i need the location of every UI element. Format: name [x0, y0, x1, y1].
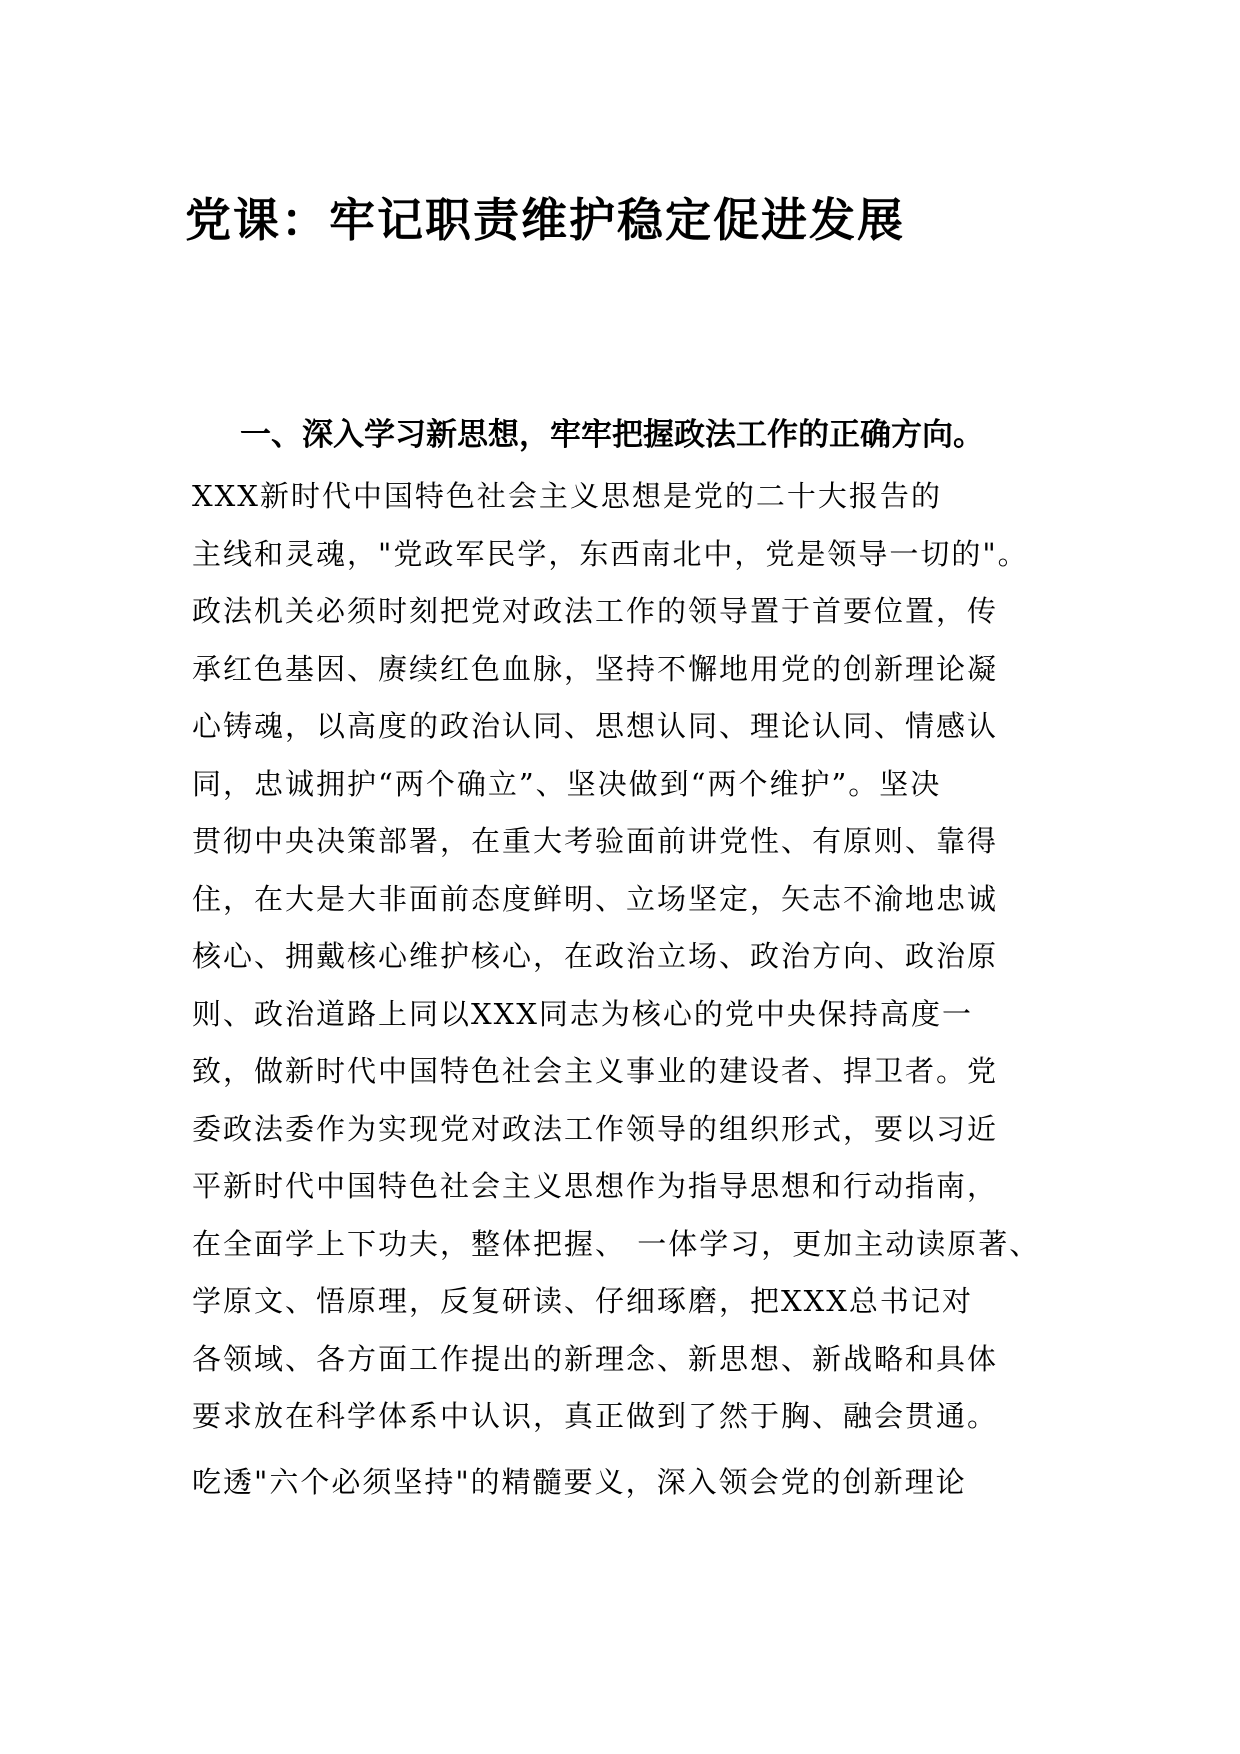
- body-line: 主线和灵魂，"党政军民学，东西南北中，党是领导一切的"。: [192, 536, 1029, 571]
- body-line: 在全面学上下功夫，整体把握、 一体学习，更加主动读原著、: [192, 1226, 1041, 1261]
- body-line: 平新时代中国特色社会主义思想作为指导思想和行动指南，: [192, 1169, 999, 1203]
- body-line: 住，在大是大非面前态度鲜明、立场坚定，矢志不渝地忠诚: [192, 881, 999, 916]
- body-line: 贯彻中央决策部署，在重大考验面前讲党性、有原则、靠得: [192, 824, 999, 858]
- body-line: 委政法委作为实现党对政法工作领导的组织形式，要以习近: [192, 1111, 999, 1146]
- document-title: 党课：牢记职责维护稳定促进发展: [185, 193, 905, 247]
- paragraph-gap: [192, 1446, 1092, 1454]
- body-line: 同，忠诚拥护“两个确立”、坚决做到“两个维护”。坚决: [192, 766, 942, 801]
- body-line: 致，做新时代中国特色社会主义事业的建设者、捍卫者。党: [192, 1054, 999, 1088]
- section-heading: 一、深入学习新思想，牢牢把握政法工作的正确方向。: [240, 417, 984, 453]
- body-line: 核心、拥戴核心维护核心，在政治立场、政治方向、政治原: [192, 939, 999, 973]
- body-line: 则、政治道路上同以XXX同志为核心的党中央保持高度一: [192, 996, 973, 1031]
- body-line: 吃透"六个必须坚持"的精髓要义，深入领会党的创新理论: [192, 1464, 967, 1499]
- body-line: 心铸魂，以高度的政治认同、思想认同、理论认同、情感认: [192, 709, 999, 743]
- body-line: 各领域、各方面工作提出的新理念、新思想、新战略和具体: [192, 1341, 999, 1376]
- body-line: 承红色基因、赓续红色血脉，坚持不懈地用党的创新理论凝: [192, 651, 999, 686]
- body-line: 政法机关必须时刻把党对政法工作的领导置于首要位置，传: [192, 594, 999, 628]
- body-line: XXX新时代中国特色社会主义思想是党的二十大报告的: [192, 479, 942, 513]
- body-line: 学原文、悟原理，反复研读、仔细琢磨，把XXX总书记对: [192, 1284, 973, 1318]
- body-text: [192, 468, 1092, 1511]
- body-line: 要求放在科学体系中认识，真正做到了然于胸、融会贯通。: [192, 1399, 999, 1433]
